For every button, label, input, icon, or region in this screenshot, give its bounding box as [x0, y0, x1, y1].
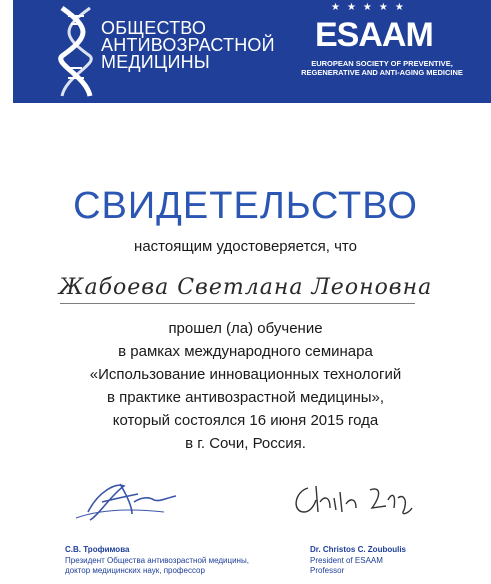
right-signer-role-line2: Professor	[310, 566, 345, 575]
right-signer-name: Dr. Christos C. Zouboulis	[310, 545, 407, 554]
body-line-3: «Использование инновационных технологий	[89, 366, 402, 383]
certificate-title: СВИДЕТЕЛЬСТВО	[73, 185, 418, 227]
esaam-full-name-line1: EUROPEAN SOCIETY OF PREVENTIVE,	[311, 59, 453, 68]
body-line-1: прошел (ла) обучение	[168, 320, 323, 337]
esaam-stars-icon: ★★★★★	[331, 2, 411, 13]
recipient-name: Жабоева Светлана Леоновна	[58, 275, 433, 300]
org-name-line2: АНТИВОЗРАСТНОЙ	[101, 35, 275, 55]
left-signature-icon	[68, 472, 188, 524]
intro-text: настоящим удостоверяется, что	[134, 238, 357, 255]
esaam-full-name	[293, 59, 471, 77]
left-signer-role	[65, 556, 249, 576]
body-line-4: в практике антивозрастной медицины»,	[106, 389, 385, 406]
body-line-6: в г. Сочи, Россия.	[185, 435, 306, 452]
left-signer-role-line2: доктор медицинских наук, профессор	[65, 566, 205, 575]
esaam-abbreviation: ESAAM	[315, 16, 433, 54]
org-name	[101, 20, 275, 71]
body-line-2: в рамках международного семинара	[118, 343, 373, 360]
left-signer-name: С.В. Трофимова	[65, 545, 130, 554]
right-signer-role-line1: President of ESAAM	[310, 556, 383, 565]
certificate-header	[13, 0, 491, 103]
dna-helix-icon	[56, 6, 96, 98]
esaam-logo	[293, 2, 471, 102]
left-signer-role-line1: Президент Общества антивозрастной медицины,	[65, 556, 249, 565]
org-name-line3: МЕДИЦИНЫ	[101, 52, 210, 72]
esaam-full-name-line2: REGENERATIVE AND ANTI-AGING MEDICINE	[301, 68, 463, 77]
name-underline	[60, 303, 415, 304]
org-name-line1: ОБЩЕСТВО	[101, 18, 207, 38]
body-line-5: который состоялся 16 июня 2015 года	[112, 412, 379, 429]
right-signer-role	[310, 556, 383, 576]
right-signature-icon	[290, 478, 415, 523]
